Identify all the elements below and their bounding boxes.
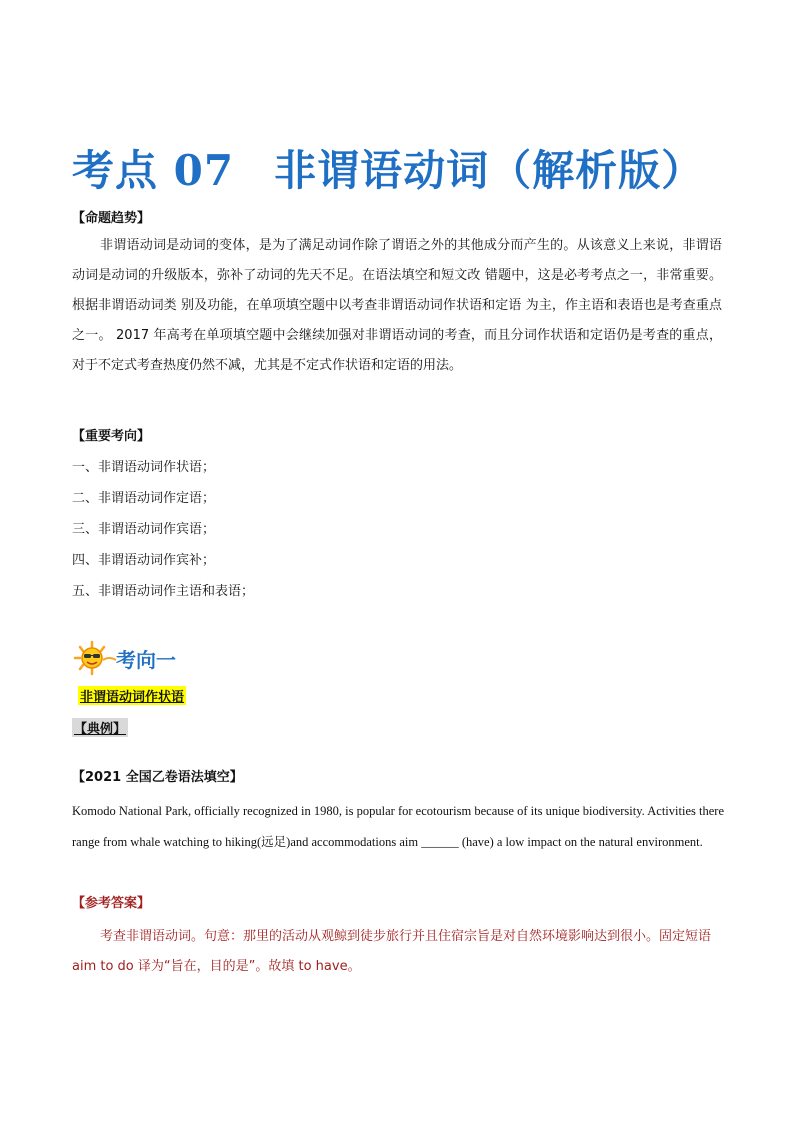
example-tag: 【典例】 — [72, 718, 128, 737]
title-main: 考点 07 — [72, 146, 235, 195]
topic-highlight: 非谓语动词作状语 — [78, 686, 186, 705]
page-title — [72, 138, 752, 198]
answer-paragraph: 考查非谓语动词。句意：那里的活动从观鲸到徒步旅行并且住宿宗旨是对自然环境影响达到很小。固定短语 aim to do 译为“旨在，目的是”。故填 to have。 — [72, 929, 712, 974]
direction-item-1: 一、非谓语动词作状语； — [72, 460, 216, 475]
direction-item-5: 五、非谓语动词作主语和表语； — [72, 584, 255, 599]
section-title: 考向一 — [116, 647, 176, 672]
trend-paragraph: 非谓语动词是动词的变体，是为了满足动词作除了谓语之外的其他成分而产生的。从该意义上来说，非谓语动词是动词的升级版本，弥补了动词的先天不足。在语法填空和短文改 错题中，这是必考考点之一，非常重要。根据非谓语动词类 别及功能，在单项填空题中以考查非谓语动词作状语和定语 为主，作主语和表语也是考查重点之一。 2017 年高考在单项填空题中会继续加强对非谓语动词的考查，而且分词作状语和定语仍是考查的重点，对于不定式考查热度仍然不减，尤其是不定式作状语和定语的用法。 — [72, 238, 722, 373]
section-header — [72, 640, 176, 676]
example-passage: Komodo National Park, officially recognized in 1980, is popular for ecotourism because of its unique biodiversity. Activities there range from whale watching to hiking(远足)and accommodations aim ______ (have) a low impact on the natural environment. — [72, 804, 724, 849]
direction-item-2: 二、非谓语动词作定语； — [72, 491, 216, 506]
trend-label: 【命题趋势】 — [72, 211, 151, 226]
answer-label: 【参考答案】 — [72, 896, 151, 911]
direction-item-4: 四、非谓语动词作宾补； — [72, 553, 216, 568]
example-source: 【2021 全国乙卷语法填空】 — [72, 770, 243, 785]
direction-item-3: 三、非谓语动词作宾语； — [72, 522, 216, 537]
sun-icon — [72, 640, 118, 676]
title-sub: 非谓语动词（解析版） — [274, 146, 705, 195]
directions-label: 【重要考向】 — [72, 429, 151, 444]
